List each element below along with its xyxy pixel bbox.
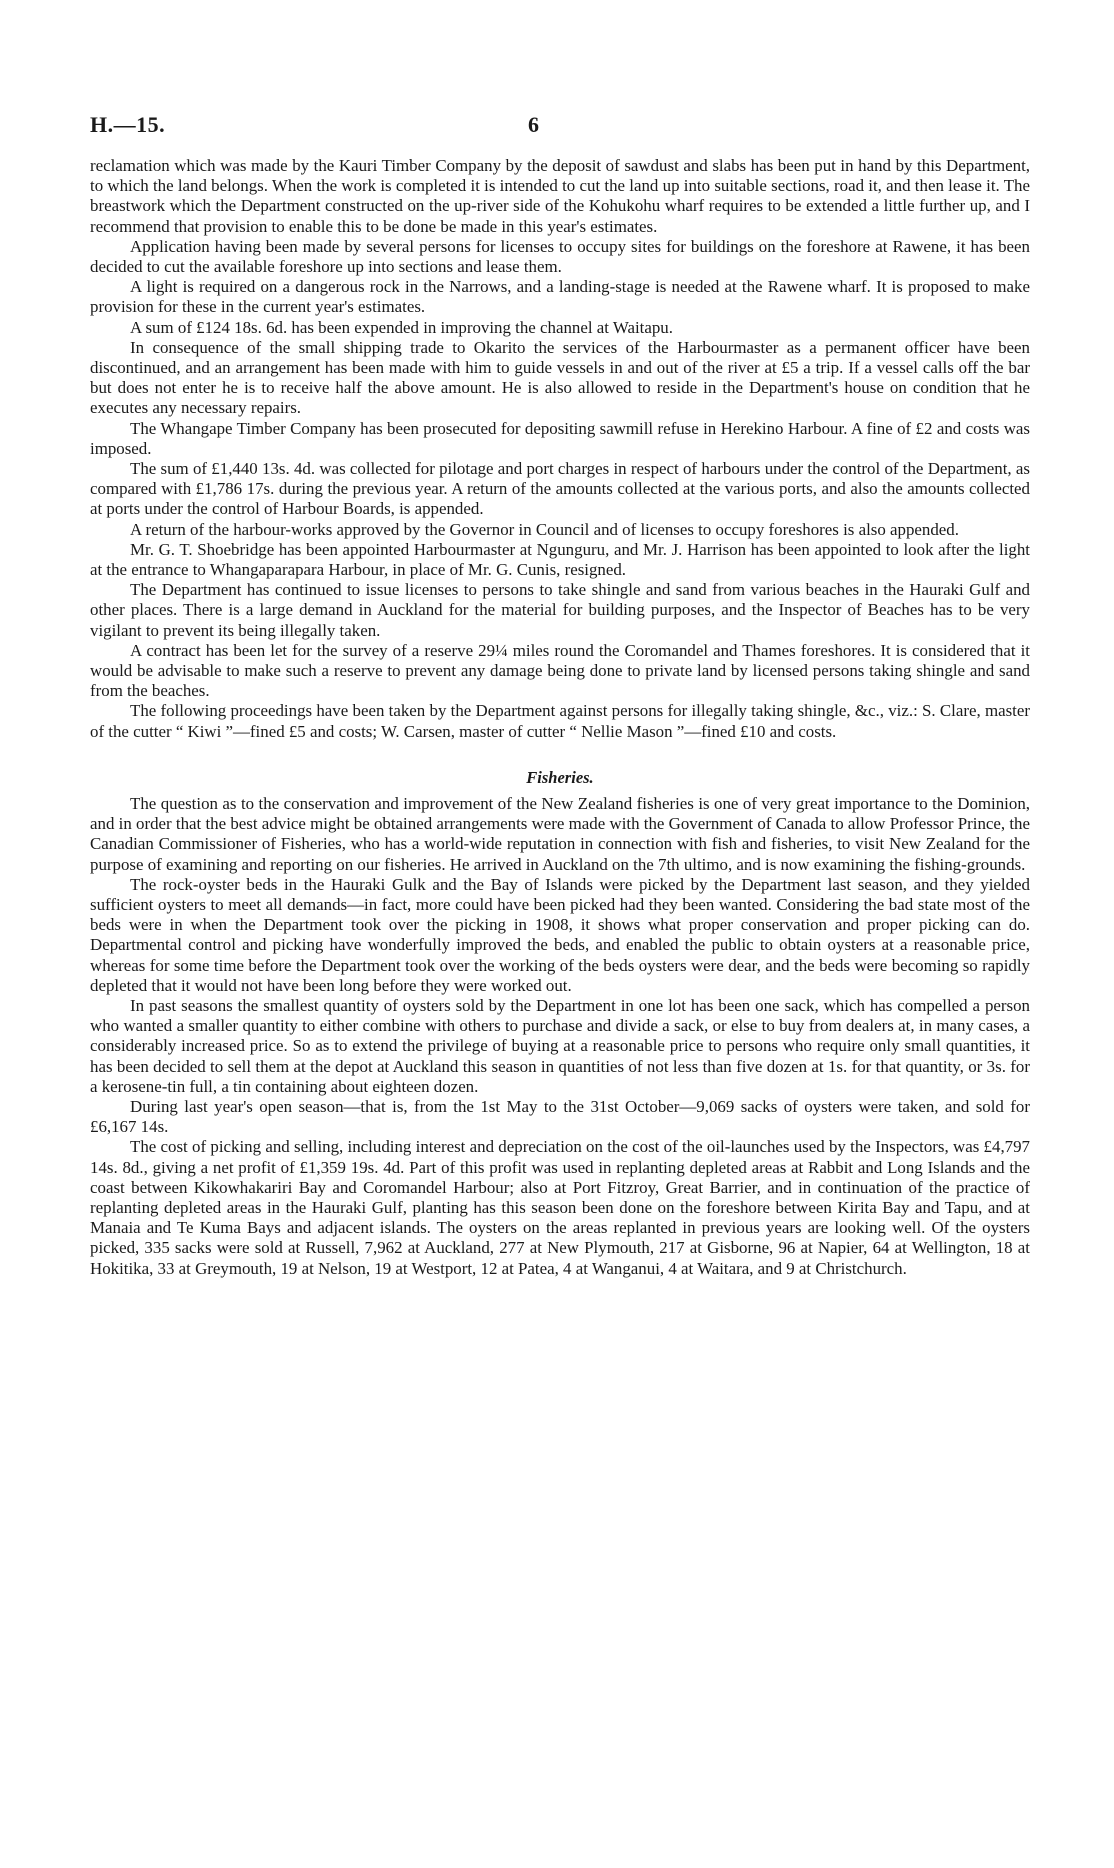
paragraph: A sum of £124 18s. 6d. has been expended in improving the channel at Waitapu. [130, 317, 673, 337]
fisheries-section [90, 794, 1030, 1279]
harbours-section [90, 156, 1030, 742]
page-header [90, 112, 1030, 142]
paragraph: During last year's open season—that is, from the 1st May to the 31st October—9,069 sacks of oysters were taken, and sold for £6,167 14s. [90, 1096, 1030, 1137]
paragraph: The Department has continued to issue licenses to persons to take shingle and sand from various beaches in the Hauraki Gulf and other places. There is a large demand in Auckland for the material for building purposes, and the Inspector of Beaches has to be very vigilant to prevent its being illegally taken. [90, 580, 1030, 640]
document-page [90, 112, 1030, 1279]
paragraph: The following proceedings have been taken by the Department against persons for illegally taking shingle, &c., viz.: S. Clare, master of the cutter “ Kiwi ”—fined £5 and costs; W. Carsen, master of cutter “ Nellie Mason ”—fined £10 and costs. [90, 701, 1030, 741]
paragraph: The cost of picking and selling, including interest and depreciation on the cost of the oil-launches used by the Inspectors, was £4,797 14s. 8d., giving a net profit of £1,359 19s. 4d. Part of this profit was used in replanting depleted areas at Rabbit and Long Islands and the coast between Kikowhakariri Bay and Coromandel Harbour; also at Port Fitzroy, Great Barrier, and in continuation of the practice of replanting depleted areas in the Hauraki Gulf, planting has this season been done on the foreshore between Kirita Bay and Tapu, and at Manaia and Te Kuma Bays and adjacent islands. The oysters on the areas replanted in previous years are looking well. Of the oysters picked, 335 sacks were sold at Russell, 7,962 at Auckland, 277 at New Plymouth, 217 at Gisborne, 96 at Napier, 64 at Wellington, 18 at Hokitika, 33 at Greymouth, 19 at Nelson, 19 at Westport, 12 at Patea, 4 at Wanganui, 4 at Waitara, and 9 at Christchurch. [90, 1137, 1030, 1278]
paragraph: Mr. G. T. Shoebridge has been appointed Harbourmaster at Ngunguru, and Mr. J. Harrison has been appointed to look after the light at the entrance to Whangaparapara Harbour, in place of Mr. G. Cunis, resigned. [90, 539, 1030, 580]
section-heading-fisheries: Fisheries. [526, 767, 594, 787]
paragraph: In past seasons the smallest quantity of oysters sold by the Department in one lot has been one sack, which has compelled a person who wanted a smaller quantity to either combine with others to purchase and divide a sack, or else to buy from dealers at, in many cases, a considerably increased price. So as to extend the privilege of buying at a reasonable price to persons who require only small quantities, it has been decided to sell them at the depot at Auckland this season in quantities of not less than five dozen at 1s. for that quantity, or 3s. for a kerosene-tin full, a tin containing about eighteen dozen. [90, 995, 1030, 1096]
document-reference: H.—15. [90, 112, 166, 137]
paragraph: reclamation which was made by the Kauri Timber Company by the deposit of sawdust and slabs has been put in hand by this Department, to which the land belongs. When the work is completed it is intended to cut the land up into suitable sections, road it, and then lease it. The breastwork which the Department constructed on the up-river side of the Kohukohu wharf requires to be extended a little further up, and I recommend that provision to enable this to be done be made in this year's estimates. [90, 156, 1030, 236]
page-number: 6 [528, 112, 539, 137]
paragraph: A light is required on a dangerous rock in the Narrows, and a landing-stage is needed at the Rawene wharf. It is proposed to make provision for these in the current year's estimates. [90, 277, 1030, 317]
paragraph: A return of the harbour-works approved by the Governor in Council and of licenses to occupy foreshores is also appended. [130, 519, 959, 539]
paragraph: A contract has been let for the survey of a reserve 29¼ miles round the Coromandel and Thames foreshores. It is considered that it would be advisable to make such a reserve to prevent any damage being done to private land by licensed persons taking shingle and sand from the beaches. [90, 640, 1030, 701]
paragraph: Application having been made by several persons for licenses to occupy sites for buildings on the foreshore at Rawene, it has been decided to cut the available foreshore up into sections and lease them. [90, 236, 1030, 277]
paragraph: The Whangape Timber Company has been prosecuted for depositing sawmill refuse in Herekino Harbour. A fine of £2 and costs was imposed. [90, 418, 1030, 458]
paragraph: The sum of £1,440 13s. 4d. was collected for pilotage and port charges in respect of harbours under the control of the Department, as compared with £1,786 17s. during the previous year. A return of the amounts collected at the various ports, and also the amounts collected at ports under the control of Harbour Boards, is appended. [90, 459, 1030, 519]
paragraph: In consequence of the small shipping trade to Okarito the services of the Harbourmaster as a permanent officer have been discontinued, and an arrangement has been made with him to guide vessels in and out of the river at £5 a trip. If a vessel calls off the bar but does not enter he is to receive half the above amount. He is also allowed to reside in the Department's house on condition that he executes any necessary repairs. [90, 337, 1030, 418]
paragraph: The question as to the conservation and improvement of the New Zealand fisheries is one of very great importance to the Dominion, and in order that the best advice might be obtained arrangements were made with the Government of Canada to allow Professor Prince, the Canadian Commissioner of Fisheries, who has a world-wide reputation in connection with fish and fisheries, to visit New Zealand for the purpose of examining and reporting on our fisheries. He arrived in Auckland on the 7th ultimo, and is now examining the fishing-grounds. [90, 793, 1030, 874]
paragraph: The rock-oyster beds in the Hauraki Gulk and the Bay of Islands were picked by the Department last season, and they yielded sufficient oysters to meet all demands—in fact, more could have been picked had they been wanted. Considering the bad state most of the beds were in when the Department took over the picking in 1908, it shows what proper conservation and proper picking can do. Departmental control and picking have wonderfully improved the beds, and enabled the public to obtain oysters at a reasonable price, whereas for some time before the Department took over the working of the beds oysters were dear, and the beds were becoming so rapidly depleted that it would not have been long before they were worked out. [90, 874, 1030, 995]
